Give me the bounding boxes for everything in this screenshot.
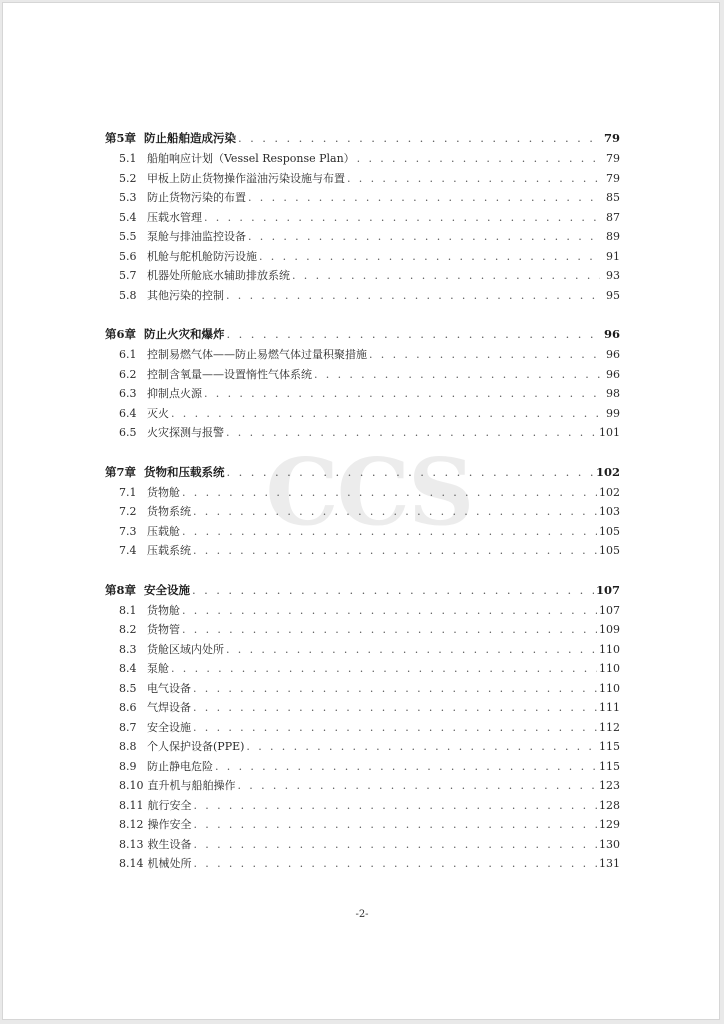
- dot-leader: [171, 662, 597, 675]
- section-page-number: 123: [599, 779, 620, 792]
- section-page-number: 110: [599, 681, 620, 695]
- toc-entry[interactable]: [105, 523, 620, 543]
- chapter-page-number: 96: [603, 327, 620, 341]
- dot-leader: [226, 289, 600, 302]
- page-number: -2-: [355, 909, 369, 920]
- dot-leader: [192, 583, 594, 597]
- toc-chapter-heading[interactable]: [105, 326, 620, 346]
- dot-leader: [314, 368, 600, 381]
- dot-leader: [226, 426, 597, 439]
- section-title: 甲板上防止货物操作溢油污染设施与布置: [147, 171, 345, 185]
- section-title: 压载水管理: [147, 210, 202, 224]
- section-page-number: 102: [599, 485, 620, 499]
- dot-leader: [226, 643, 597, 656]
- dot-leader: [182, 623, 597, 636]
- toc-entry[interactable]: [105, 366, 620, 386]
- toc-entry[interactable]: [105, 738, 620, 758]
- section-number: 8.6: [119, 701, 137, 714]
- section-title: 操作安全: [147, 818, 192, 831]
- section-page-number: 110: [599, 662, 620, 675]
- section-number: 5.2: [119, 171, 137, 185]
- section-title: 直升机与船舶操作: [147, 779, 236, 792]
- dot-leader: [227, 465, 594, 479]
- dot-leader: [194, 857, 598, 870]
- dot-leader: [182, 486, 597, 499]
- dot-leader: [193, 544, 597, 557]
- toc-entry[interactable]: [105, 405, 620, 425]
- section-number: 5.3: [119, 191, 137, 204]
- section-number: 8.10: [119, 779, 144, 792]
- section-title: 救生设备: [147, 837, 192, 851]
- section-page-number: 111: [599, 701, 620, 714]
- chapter-title: 防止火灾和爆炸: [144, 327, 225, 341]
- table-of-contents: [105, 130, 620, 875]
- section-page-number: 110: [599, 642, 620, 656]
- toc-entry[interactable]: [105, 248, 620, 268]
- dot-leader: [369, 348, 600, 361]
- chapter-number: 第6章: [105, 327, 137, 341]
- section-page-number: 79: [606, 171, 620, 185]
- toc-entry[interactable]: [105, 699, 620, 719]
- section-title: 航行安全: [147, 798, 192, 812]
- section-page-number: 128: [599, 798, 620, 812]
- dot-leader: [227, 327, 600, 341]
- section-title: 泵舱与排油监控设备: [147, 230, 246, 243]
- ccs-watermark: CCS: [265, 438, 473, 546]
- toc-entry[interactable]: [105, 385, 620, 405]
- section-number: 8.5: [119, 681, 137, 695]
- section-title: 机械处所: [147, 857, 192, 870]
- dot-leader: [292, 269, 600, 282]
- section-gap: [105, 562, 620, 582]
- section-page-number: 89: [606, 230, 620, 243]
- section-number: 8.1: [119, 603, 137, 617]
- section-title: 压载舱: [147, 524, 180, 538]
- section-page-number: 131: [599, 857, 620, 870]
- dot-leader: [238, 779, 598, 792]
- section-title: 控制含氧量——设置惰性气体系统: [147, 367, 312, 381]
- section-page-number: 112: [599, 720, 620, 734]
- section-title: 防止静电危险: [147, 759, 213, 773]
- dot-leader: [215, 760, 597, 773]
- toc-entry[interactable]: [105, 621, 620, 641]
- section-title: 防止货物污染的布置: [147, 191, 246, 204]
- section-page-number: 87: [606, 210, 620, 224]
- dot-leader: [193, 505, 597, 518]
- section-number: 7.1: [119, 485, 137, 499]
- section-number: 8.7: [119, 720, 137, 734]
- toc-chapter-heading[interactable]: [105, 130, 620, 150]
- toc-entry[interactable]: [105, 424, 620, 444]
- chapter-page-number: 107: [595, 582, 620, 597]
- section-number: 8.12: [119, 818, 144, 831]
- dot-leader: [347, 172, 600, 185]
- section-page-number: 109: [599, 623, 620, 636]
- section-number: 7.4: [119, 544, 137, 557]
- section-page-number: 105: [599, 524, 620, 538]
- toc-entry[interactable]: [105, 680, 620, 700]
- chapter-page-number: 102: [595, 464, 620, 479]
- chapter-title: 安全设施: [144, 582, 191, 597]
- dot-leader: [193, 682, 597, 695]
- dot-leader: [194, 799, 598, 812]
- section-title: 泵舱: [147, 662, 169, 675]
- section-number: 8.4: [119, 662, 137, 675]
- toc-entry[interactable]: [105, 777, 620, 797]
- section-number: 8.11: [119, 798, 144, 812]
- section-title: 货舱区域内处所: [147, 642, 224, 656]
- toc-entry[interactable]: [105, 228, 620, 248]
- toc-entry[interactable]: [105, 209, 620, 229]
- section-number: 6.1: [119, 348, 137, 361]
- toc-entry[interactable]: [105, 641, 620, 661]
- dot-leader: [182, 525, 597, 538]
- section-page-number: 115: [599, 759, 620, 773]
- toc-chapter-heading[interactable]: [105, 582, 620, 602]
- section-page-number: 107: [599, 603, 620, 617]
- section-title: 气焊设备: [147, 701, 191, 714]
- section-page-number: 98: [606, 387, 620, 400]
- chapter-number: 第7章: [105, 464, 137, 479]
- chapter-page-number: 79: [603, 131, 620, 145]
- toc-entry[interactable]: [105, 189, 620, 209]
- dot-leader: [193, 721, 597, 734]
- dot-leader: [171, 407, 600, 420]
- toc-entry[interactable]: [105, 267, 620, 287]
- section-number: 7.3: [119, 524, 137, 538]
- section-page-number: 96: [606, 348, 620, 361]
- toc-entry[interactable]: [105, 503, 620, 523]
- section-title: 货物系统: [147, 505, 191, 518]
- section-page-number: 79: [606, 152, 620, 165]
- toc-entry[interactable]: [105, 816, 620, 836]
- section-title: 货物舱: [147, 485, 180, 499]
- chapter-number: 第8章: [105, 582, 137, 597]
- section-number: 6.3: [119, 387, 137, 400]
- dot-leader: [238, 131, 600, 145]
- section-gap: [105, 306, 620, 326]
- section-page-number: 99: [606, 406, 620, 420]
- section-number: 5.7: [119, 269, 137, 282]
- section-page-number: 93: [606, 269, 620, 282]
- section-title: 灭火: [147, 406, 169, 420]
- section-page-number: 91: [606, 249, 620, 263]
- toc-entry[interactable]: [105, 287, 620, 307]
- toc-entry[interactable]: [105, 719, 620, 739]
- dot-leader: [194, 818, 598, 831]
- chapter-title: 货物和压载系统: [144, 464, 225, 479]
- section-number: 5.1: [119, 152, 137, 165]
- dot-leader: [259, 250, 600, 263]
- section-page-number: 103: [599, 505, 620, 518]
- section-title: 货物舱: [147, 603, 180, 617]
- section-number: 8.8: [119, 740, 137, 753]
- dot-leader: [248, 230, 600, 243]
- section-page-number: 85: [606, 191, 620, 204]
- toc-chapter-heading[interactable]: [105, 464, 620, 484]
- section-number: 8.2: [119, 623, 137, 636]
- section-title: 控制易燃气体——防止易燃气体过量积聚措施: [147, 348, 367, 361]
- section-page-number: 101: [599, 426, 620, 439]
- section-title: 船舶响应计划（Vessel Response Plan）: [147, 152, 355, 165]
- dot-leader: [182, 604, 597, 617]
- section-number: 8.14: [119, 857, 144, 870]
- chapter-number: 第5章: [105, 131, 137, 145]
- toc-entry[interactable]: [105, 484, 620, 504]
- toc-entry[interactable]: [105, 660, 620, 680]
- section-number: 6.5: [119, 426, 137, 439]
- section-title: 压载系统: [147, 544, 191, 557]
- section-number: 6.4: [119, 406, 137, 420]
- section-number: 5.5: [119, 230, 137, 243]
- dot-leader: [248, 191, 600, 204]
- toc-entry[interactable]: [105, 602, 620, 622]
- toc-entry[interactable]: [105, 797, 620, 817]
- section-title: 个人保护设备(PPE): [147, 740, 245, 753]
- section-page-number: 95: [606, 288, 620, 302]
- toc-entry[interactable]: [105, 542, 620, 562]
- section-number: 8.13: [119, 837, 144, 851]
- toc-entry[interactable]: [105, 758, 620, 778]
- section-number: 5.8: [119, 288, 137, 302]
- section-gap: [105, 444, 620, 464]
- dot-leader: [246, 740, 597, 753]
- toc-entry[interactable]: [105, 346, 620, 366]
- section-title: 抑制点火源: [147, 387, 202, 400]
- toc-entry[interactable]: [105, 170, 620, 190]
- dot-leader: [194, 838, 598, 851]
- section-page-number: 105: [599, 544, 620, 557]
- section-title: 电气设备: [147, 681, 191, 695]
- toc-entry[interactable]: [105, 150, 620, 170]
- dot-leader: [357, 152, 600, 165]
- section-title: 货物管: [147, 623, 180, 636]
- section-page-number: 115: [599, 740, 620, 753]
- section-title: 安全设施: [147, 720, 191, 734]
- chapter-title: 防止船舶造成污染: [144, 131, 237, 145]
- section-number: 8.3: [119, 642, 137, 656]
- section-number: 5.6: [119, 249, 137, 263]
- section-number: 5.4: [119, 210, 137, 224]
- section-title: 机器处所舱底水辅助排放系统: [147, 269, 290, 282]
- section-page-number: 96: [606, 367, 620, 381]
- dot-leader: [193, 701, 597, 714]
- section-page-number: 129: [599, 818, 620, 831]
- document-page: [2, 2, 720, 1020]
- toc-entry[interactable]: [105, 836, 620, 856]
- section-page-number: 130: [599, 837, 620, 851]
- dot-leader: [204, 387, 600, 400]
- section-title: 火灾探测与报警: [147, 426, 224, 439]
- section-title: 机舱与舵机舱防污设施: [147, 249, 257, 263]
- section-number: 8.9: [119, 759, 137, 773]
- section-number: 7.2: [119, 505, 137, 518]
- section-number: 6.2: [119, 367, 137, 381]
- toc-entry[interactable]: [105, 855, 620, 875]
- section-title: 其他污染的控制: [147, 288, 224, 302]
- dot-leader: [204, 211, 600, 224]
